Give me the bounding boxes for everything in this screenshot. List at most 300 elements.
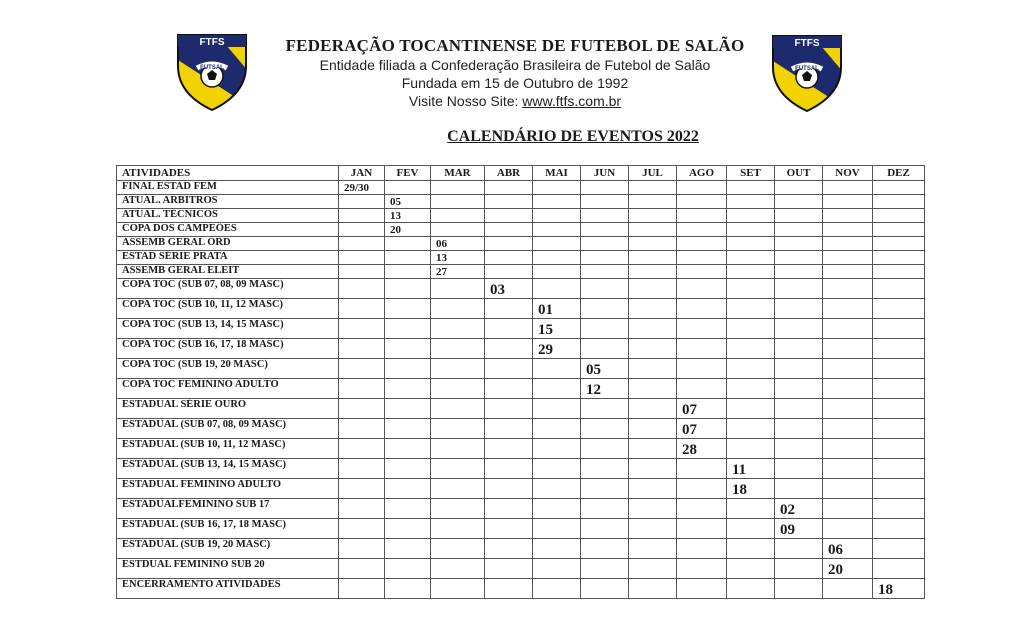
activity-cell: ESTADUAL (SUB 16, 17, 18 MASC) bbox=[117, 519, 339, 539]
empty-cell bbox=[339, 379, 385, 399]
empty-cell bbox=[581, 209, 629, 223]
event-date-cell: 18 bbox=[727, 479, 775, 499]
table-row bbox=[117, 479, 925, 499]
empty-cell bbox=[533, 379, 581, 399]
empty-cell bbox=[677, 265, 727, 279]
empty-cell bbox=[727, 209, 775, 223]
empty-cell bbox=[727, 399, 775, 419]
empty-cell bbox=[775, 195, 823, 209]
empty-cell bbox=[727, 559, 775, 579]
month-header-fev: FEV bbox=[385, 166, 431, 181]
month-header-jul: JUL bbox=[629, 166, 677, 181]
empty-cell bbox=[485, 251, 533, 265]
empty-cell bbox=[431, 559, 485, 579]
empty-cell bbox=[629, 379, 677, 399]
table-row bbox=[117, 379, 925, 399]
empty-cell bbox=[775, 209, 823, 223]
activity-column-header: ATIVIDADES bbox=[117, 166, 339, 181]
empty-cell bbox=[677, 209, 727, 223]
empty-cell bbox=[873, 195, 925, 209]
empty-cell bbox=[581, 579, 629, 599]
empty-cell bbox=[823, 265, 873, 279]
empty-cell bbox=[339, 539, 385, 559]
table-row bbox=[117, 299, 925, 319]
empty-cell bbox=[823, 279, 873, 299]
empty-cell bbox=[533, 579, 581, 599]
empty-cell bbox=[727, 299, 775, 319]
empty-cell bbox=[873, 439, 925, 459]
event-date-cell: 07 bbox=[677, 399, 727, 419]
ftfs-logo-left bbox=[175, 32, 249, 112]
empty-cell bbox=[727, 223, 775, 237]
organization-name: FEDERAÇÃO TOCANTINENSE DE FUTEBOL DE SALÃO bbox=[285, 36, 745, 55]
empty-cell bbox=[873, 459, 925, 479]
empty-cell bbox=[775, 399, 823, 419]
activity-cell: COPA DOS CAMPEÕES bbox=[117, 223, 339, 237]
empty-cell bbox=[873, 319, 925, 339]
empty-cell bbox=[485, 539, 533, 559]
activity-cell: COPA TOC FEMININO ADULTO bbox=[117, 379, 339, 399]
event-date-cell: 02 bbox=[775, 499, 823, 519]
empty-cell bbox=[339, 209, 385, 223]
empty-cell bbox=[581, 499, 629, 519]
event-date-cell: 06 bbox=[823, 539, 873, 559]
empty-cell bbox=[677, 319, 727, 339]
event-date-cell: 11 bbox=[727, 459, 775, 479]
empty-cell bbox=[629, 251, 677, 265]
empty-cell bbox=[485, 399, 533, 419]
event-date-cell: 06 bbox=[431, 237, 485, 251]
event-date-cell: 13 bbox=[385, 209, 431, 223]
empty-cell bbox=[677, 237, 727, 251]
empty-cell bbox=[581, 539, 629, 559]
empty-cell bbox=[823, 209, 873, 223]
activity-cell: ESTADUAL (SUB 13, 14, 15 MASC) bbox=[117, 459, 339, 479]
website-line bbox=[270, 92, 760, 110]
table-row bbox=[117, 399, 925, 419]
empty-cell bbox=[873, 279, 925, 299]
empty-cell bbox=[339, 223, 385, 237]
empty-cell bbox=[581, 439, 629, 459]
empty-cell bbox=[775, 319, 823, 339]
event-date-cell: 29 bbox=[533, 339, 581, 359]
empty-cell bbox=[431, 459, 485, 479]
empty-cell bbox=[823, 379, 873, 399]
empty-cell bbox=[385, 359, 431, 379]
empty-cell bbox=[431, 439, 485, 459]
empty-cell bbox=[775, 459, 823, 479]
month-header-dez: DEZ bbox=[873, 166, 925, 181]
empty-cell bbox=[431, 223, 485, 237]
svg-text:FUTSAL: FUTSAL bbox=[795, 66, 819, 72]
empty-cell bbox=[581, 223, 629, 237]
empty-cell bbox=[339, 459, 385, 479]
empty-cell bbox=[581, 479, 629, 499]
empty-cell bbox=[677, 519, 727, 539]
empty-cell bbox=[581, 399, 629, 419]
empty-cell bbox=[823, 195, 873, 209]
month-header-mar: MAR bbox=[431, 166, 485, 181]
empty-cell bbox=[485, 209, 533, 223]
activity-cell: ESTAD SÉRIE PRATA bbox=[117, 251, 339, 265]
empty-cell bbox=[431, 499, 485, 519]
empty-cell bbox=[677, 539, 727, 559]
empty-cell bbox=[485, 479, 533, 499]
empty-cell bbox=[431, 279, 485, 299]
empty-cell bbox=[385, 439, 431, 459]
empty-cell bbox=[727, 181, 775, 195]
empty-cell bbox=[727, 539, 775, 559]
activity-cell: ESTADUALFEMININO SUB 17 bbox=[117, 499, 339, 519]
empty-cell bbox=[629, 399, 677, 419]
event-date-cell: 27 bbox=[431, 265, 485, 279]
empty-cell bbox=[629, 265, 677, 279]
empty-cell bbox=[533, 419, 581, 439]
empty-cell bbox=[775, 279, 823, 299]
empty-cell bbox=[775, 223, 823, 237]
month-header-nov: NOV bbox=[823, 166, 873, 181]
empty-cell bbox=[823, 439, 873, 459]
table-row bbox=[117, 519, 925, 539]
empty-cell bbox=[581, 251, 629, 265]
table-row bbox=[117, 209, 925, 223]
empty-cell bbox=[385, 319, 431, 339]
empty-cell bbox=[727, 379, 775, 399]
empty-cell bbox=[775, 379, 823, 399]
website-label: Visite Nosso Site: bbox=[408, 93, 523, 109]
empty-cell bbox=[823, 519, 873, 539]
empty-cell bbox=[677, 195, 727, 209]
website-link[interactable]: www.ftfs.com.br bbox=[522, 93, 622, 109]
empty-cell bbox=[629, 439, 677, 459]
activity-cell: COPA TOC (SUB 16, 17, 18 MASC) bbox=[117, 339, 339, 359]
empty-cell bbox=[677, 359, 727, 379]
empty-cell bbox=[873, 419, 925, 439]
empty-cell bbox=[533, 459, 581, 479]
table-header-row bbox=[117, 166, 925, 181]
empty-cell bbox=[339, 439, 385, 459]
empty-cell bbox=[727, 359, 775, 379]
empty-cell bbox=[727, 251, 775, 265]
empty-cell bbox=[431, 339, 485, 359]
empty-cell bbox=[823, 251, 873, 265]
empty-cell bbox=[727, 195, 775, 209]
empty-cell bbox=[727, 319, 775, 339]
empty-cell bbox=[431, 399, 485, 419]
empty-cell bbox=[533, 223, 581, 237]
empty-cell bbox=[629, 579, 677, 599]
table-row bbox=[117, 265, 925, 279]
empty-cell bbox=[385, 499, 431, 519]
empty-cell bbox=[385, 459, 431, 479]
ftfs-shield-icon bbox=[770, 33, 844, 113]
empty-cell bbox=[431, 181, 485, 195]
empty-cell bbox=[775, 419, 823, 439]
empty-cell bbox=[533, 439, 581, 459]
empty-cell bbox=[629, 195, 677, 209]
empty-cell bbox=[485, 559, 533, 579]
activity-cell: ESTADUAL FEMININO ADULTO bbox=[117, 479, 339, 499]
empty-cell bbox=[629, 299, 677, 319]
empty-cell bbox=[629, 209, 677, 223]
empty-cell bbox=[629, 459, 677, 479]
empty-cell bbox=[775, 359, 823, 379]
empty-cell bbox=[873, 519, 925, 539]
empty-cell bbox=[581, 459, 629, 479]
empty-cell bbox=[823, 223, 873, 237]
empty-cell bbox=[677, 279, 727, 299]
ftfs-shield-icon bbox=[175, 32, 249, 112]
event-date-cell: 20 bbox=[385, 223, 431, 237]
activity-cell: ESTADUAL SÉRIE OURO bbox=[117, 399, 339, 419]
table-row bbox=[117, 339, 925, 359]
empty-cell bbox=[485, 379, 533, 399]
empty-cell bbox=[873, 399, 925, 419]
empty-cell bbox=[385, 279, 431, 299]
empty-cell bbox=[677, 251, 727, 265]
empty-cell bbox=[873, 299, 925, 319]
month-header-abr: ABR bbox=[485, 166, 533, 181]
empty-cell bbox=[873, 359, 925, 379]
empty-cell bbox=[385, 559, 431, 579]
empty-cell bbox=[677, 559, 727, 579]
table-row bbox=[117, 559, 925, 579]
empty-cell bbox=[431, 195, 485, 209]
event-date-cell: 05 bbox=[385, 195, 431, 209]
empty-cell bbox=[629, 181, 677, 195]
empty-cell bbox=[385, 181, 431, 195]
event-date-cell: 13 bbox=[431, 251, 485, 265]
empty-cell bbox=[775, 339, 823, 359]
empty-cell bbox=[485, 439, 533, 459]
empty-cell bbox=[727, 237, 775, 251]
empty-cell bbox=[823, 459, 873, 479]
empty-cell bbox=[823, 237, 873, 251]
empty-cell bbox=[581, 195, 629, 209]
empty-cell bbox=[339, 339, 385, 359]
empty-cell bbox=[485, 499, 533, 519]
empty-cell bbox=[823, 319, 873, 339]
empty-cell bbox=[581, 181, 629, 195]
table-row bbox=[117, 439, 925, 459]
empty-cell bbox=[339, 279, 385, 299]
activity-cell: ENCERRAMENTO ATIVIDADES bbox=[117, 579, 339, 599]
empty-cell bbox=[629, 519, 677, 539]
activity-cell: ESTADUAL (SUB 19, 20 MASC) bbox=[117, 539, 339, 559]
empty-cell bbox=[533, 399, 581, 419]
svg-text:FTFS: FTFS bbox=[199, 37, 225, 48]
empty-cell bbox=[823, 299, 873, 319]
empty-cell bbox=[727, 439, 775, 459]
table-row bbox=[117, 579, 925, 599]
empty-cell bbox=[485, 237, 533, 251]
month-header-out: OUT bbox=[775, 166, 823, 181]
event-date-cell: 03 bbox=[485, 279, 533, 299]
empty-cell bbox=[581, 559, 629, 579]
empty-cell bbox=[873, 251, 925, 265]
empty-cell bbox=[727, 339, 775, 359]
empty-cell bbox=[581, 299, 629, 319]
month-header-jan: JAN bbox=[339, 166, 385, 181]
empty-cell bbox=[533, 539, 581, 559]
month-header-set: SET bbox=[727, 166, 775, 181]
empty-cell bbox=[873, 479, 925, 499]
svg-text:FUTSAL: FUTSAL bbox=[200, 65, 224, 71]
event-date-cell: 15 bbox=[533, 319, 581, 339]
empty-cell bbox=[775, 579, 823, 599]
empty-cell bbox=[727, 499, 775, 519]
activity-cell: ESTDUAL FEMININO SUB 20 bbox=[117, 559, 339, 579]
empty-cell bbox=[775, 539, 823, 559]
event-date-cell: 01 bbox=[533, 299, 581, 319]
empty-cell bbox=[533, 519, 581, 539]
empty-cell bbox=[823, 399, 873, 419]
empty-cell bbox=[581, 237, 629, 251]
month-header-ago: AGO bbox=[677, 166, 727, 181]
empty-cell bbox=[873, 223, 925, 237]
empty-cell bbox=[873, 339, 925, 359]
empty-cell bbox=[677, 223, 727, 237]
empty-cell bbox=[629, 339, 677, 359]
empty-cell bbox=[677, 459, 727, 479]
empty-cell bbox=[629, 279, 677, 299]
calendar-title: CALENDÁRIO DE EVENTOS 2022 bbox=[447, 128, 699, 145]
empty-cell bbox=[533, 237, 581, 251]
table-row bbox=[117, 459, 925, 479]
empty-cell bbox=[339, 519, 385, 539]
empty-cell bbox=[775, 251, 823, 265]
empty-cell bbox=[385, 251, 431, 265]
empty-cell bbox=[339, 237, 385, 251]
empty-cell bbox=[339, 479, 385, 499]
empty-cell bbox=[485, 339, 533, 359]
empty-cell bbox=[431, 579, 485, 599]
month-header-mai: MAI bbox=[533, 166, 581, 181]
empty-cell bbox=[339, 419, 385, 439]
empty-cell bbox=[431, 419, 485, 439]
activity-cell: ATUAL. TÉCNICOS bbox=[117, 209, 339, 223]
activity-cell: COPA TOC (SUB 19, 20 MASC) bbox=[117, 359, 339, 379]
ftfs-logo-right bbox=[770, 33, 844, 113]
empty-cell bbox=[385, 379, 431, 399]
empty-cell bbox=[677, 339, 727, 359]
empty-cell bbox=[873, 209, 925, 223]
activity-cell: ESTADUAL (SUB 07, 08, 09 MASC) bbox=[117, 419, 339, 439]
empty-cell bbox=[727, 265, 775, 279]
empty-cell bbox=[385, 519, 431, 539]
empty-cell bbox=[485, 319, 533, 339]
empty-cell bbox=[629, 419, 677, 439]
empty-cell bbox=[431, 379, 485, 399]
table-row bbox=[117, 419, 925, 439]
event-date-cell: 09 bbox=[775, 519, 823, 539]
empty-cell bbox=[581, 419, 629, 439]
empty-cell bbox=[533, 251, 581, 265]
empty-cell bbox=[485, 579, 533, 599]
empty-cell bbox=[431, 319, 485, 339]
empty-cell bbox=[727, 279, 775, 299]
empty-cell bbox=[629, 359, 677, 379]
empty-cell bbox=[629, 319, 677, 339]
empty-cell bbox=[385, 579, 431, 599]
event-date-cell: 12 bbox=[581, 379, 629, 399]
empty-cell bbox=[677, 379, 727, 399]
empty-cell bbox=[629, 479, 677, 499]
empty-cell bbox=[823, 339, 873, 359]
empty-cell bbox=[485, 223, 533, 237]
empty-cell bbox=[431, 539, 485, 559]
empty-cell bbox=[533, 181, 581, 195]
empty-cell bbox=[533, 265, 581, 279]
event-date-cell: 29/30 bbox=[339, 181, 385, 195]
empty-cell bbox=[823, 479, 873, 499]
empty-cell bbox=[485, 359, 533, 379]
table-row bbox=[117, 539, 925, 559]
activity-cell: COPA TOC (SUB 07, 08, 09 MASC) bbox=[117, 279, 339, 299]
table-row bbox=[117, 499, 925, 519]
empty-cell bbox=[485, 265, 533, 279]
empty-cell bbox=[823, 499, 873, 519]
table-row bbox=[117, 237, 925, 251]
empty-cell bbox=[431, 479, 485, 499]
empty-cell bbox=[775, 479, 823, 499]
empty-cell bbox=[873, 539, 925, 559]
empty-cell bbox=[677, 579, 727, 599]
calendar-body bbox=[117, 181, 925, 599]
activity-cell: ESTADUAL (SUB 10, 11, 12 MASC) bbox=[117, 439, 339, 459]
empty-cell bbox=[485, 195, 533, 209]
activity-cell: ASSEMB GERAL ELEIT bbox=[117, 265, 339, 279]
founded-line: Fundada em 15 de Outubro de 1992 bbox=[401, 75, 629, 91]
empty-cell bbox=[431, 299, 485, 319]
empty-cell bbox=[873, 237, 925, 251]
activity-cell: ATUAL. ARBITROS bbox=[117, 195, 339, 209]
table-row bbox=[117, 319, 925, 339]
empty-cell bbox=[677, 181, 727, 195]
empty-cell bbox=[385, 399, 431, 419]
empty-cell bbox=[533, 479, 581, 499]
empty-cell bbox=[727, 519, 775, 539]
table-row bbox=[117, 181, 925, 195]
empty-cell bbox=[431, 519, 485, 539]
empty-cell bbox=[339, 299, 385, 319]
activity-cell: FINAL ESTAD FEM bbox=[117, 181, 339, 195]
activity-cell: COPA TOC (SUB 10, 11, 12 MASC) bbox=[117, 299, 339, 319]
empty-cell bbox=[629, 223, 677, 237]
empty-cell bbox=[339, 559, 385, 579]
empty-cell bbox=[823, 181, 873, 195]
empty-cell bbox=[385, 539, 431, 559]
empty-cell bbox=[533, 279, 581, 299]
empty-cell bbox=[339, 499, 385, 519]
activity-cell: ASSEMB GERAL ORD bbox=[117, 237, 339, 251]
empty-cell bbox=[385, 237, 431, 251]
empty-cell bbox=[385, 479, 431, 499]
empty-cell bbox=[485, 519, 533, 539]
letterhead bbox=[270, 36, 760, 110]
event-date-cell: 18 bbox=[873, 579, 925, 599]
empty-cell bbox=[727, 419, 775, 439]
empty-cell bbox=[873, 499, 925, 519]
empty-cell bbox=[385, 265, 431, 279]
empty-cell bbox=[775, 559, 823, 579]
empty-cell bbox=[873, 265, 925, 279]
empty-cell bbox=[431, 359, 485, 379]
event-date-cell: 05 bbox=[581, 359, 629, 379]
empty-cell bbox=[533, 499, 581, 519]
empty-cell bbox=[677, 479, 727, 499]
empty-cell bbox=[581, 265, 629, 279]
